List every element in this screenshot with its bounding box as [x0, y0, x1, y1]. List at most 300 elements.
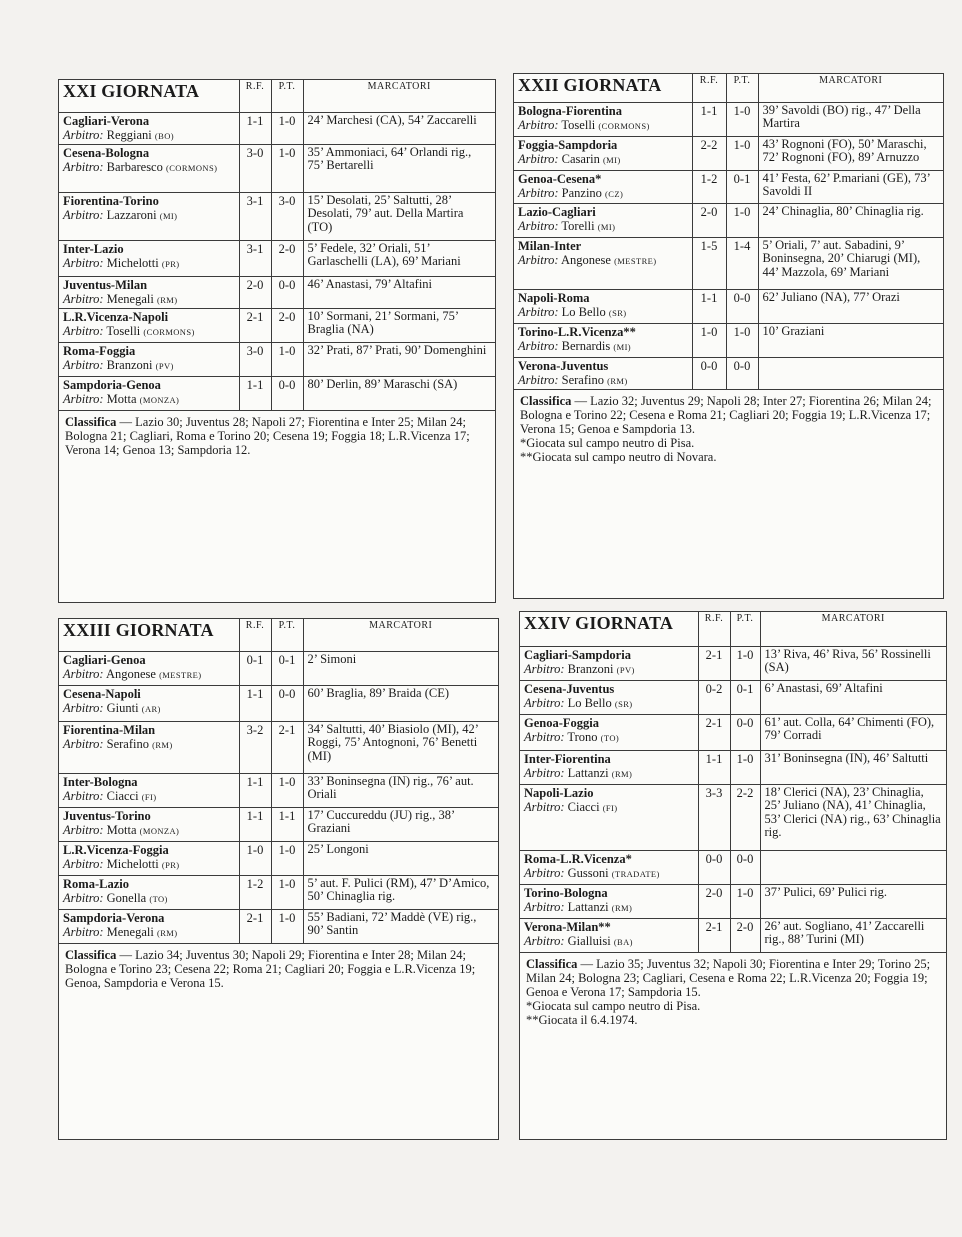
final-score: 3-1: [239, 240, 271, 276]
referee-name: Lo Bello: [561, 304, 606, 319]
match-row: [59, 376, 495, 410]
final-score: 1-1: [239, 112, 271, 144]
referee-label: Arbitro:: [63, 391, 104, 406]
scorers: 39’ Savoldi (BO) rig., 47’ Della Martira: [758, 102, 943, 136]
match-row: [520, 918, 946, 952]
referee-line: [63, 392, 235, 407]
standings-text: Lazio 30; Juventus 28; Napoli 27; Fiorentina e Inter 25; Milan 24; Bologna 21; Cagliari, Roma e Torino 20; Cesena 19; Foggia 18; L.R.Vicenza 17; Verona 14; Genoa 13; Sampdoria 12.: [65, 414, 470, 457]
referee-line: [518, 253, 688, 268]
referee-line: [518, 339, 688, 354]
referee-line: [63, 160, 235, 175]
match-cell: [514, 323, 692, 357]
half-time-score: 2-0: [271, 308, 303, 342]
referee-name: Bernardis: [561, 338, 611, 353]
referee-line: [524, 766, 694, 781]
final-score: 1-0: [239, 841, 271, 875]
match-teams: Fiorentina-Torino: [63, 193, 159, 208]
half-time-score: 1-1: [271, 807, 303, 841]
referee-label: Arbitro:: [63, 357, 104, 372]
giornata-title: XXII GIORNATA: [514, 74, 692, 102]
referee-name: Casarin: [561, 151, 600, 166]
half-time-score: 2-0: [730, 918, 760, 952]
match-cell: [59, 342, 239, 376]
match-teams: Cagliari-Genoa: [63, 652, 146, 667]
scorers: 2’ Simoni: [303, 651, 498, 685]
pt-header: P.T.: [271, 80, 303, 112]
referee-city: (MI): [597, 221, 616, 232]
match-cell: [514, 203, 692, 237]
final-score: 2-0: [239, 276, 271, 308]
final-score: 2-1: [239, 308, 271, 342]
final-score: 2-2: [692, 136, 726, 170]
half-time-score: 1-0: [730, 884, 760, 918]
referee-label: Arbitro:: [524, 933, 565, 948]
final-score: 0-0: [698, 850, 730, 884]
referee-name: Menegali: [106, 291, 154, 306]
scorers: 13’ Riva, 46’ Riva, 56’ Rossinelli (SA): [760, 646, 946, 680]
referee-city: (TO): [149, 893, 168, 904]
standings-label: Classifica: [520, 393, 572, 408]
final-score: 1-1: [239, 685, 271, 721]
half-time-score: 1-0: [271, 342, 303, 376]
half-time-score: 1-4: [726, 237, 758, 289]
scorers: 46’ Anastasi, 79’ Altafini: [303, 276, 495, 308]
match-teams: Roma-Foggia: [63, 343, 136, 358]
half-time-score: 1-0: [271, 144, 303, 192]
scorers: 34’ Saltutti, 40’ Biasiolo (MI), 42’ Roggi, 75’ Antognoni, 76’ Benetti (MI): [303, 721, 498, 773]
referee-line: [524, 900, 694, 915]
giornata-xxii-panel: [513, 73, 944, 599]
referee-line: [63, 737, 235, 752]
match-teams: Cagliari-Sampdoria: [524, 647, 631, 662]
match-cell: [59, 376, 239, 410]
match-cell: [59, 276, 239, 308]
match-cell: [514, 170, 692, 203]
final-score: 3-0: [239, 342, 271, 376]
referee-line: [63, 128, 235, 143]
referee-label: Arbitro:: [63, 788, 104, 803]
standings: Classifica — Lazio 35; Juventus 32; Napoli 30; Fiorentina e Inter 29; Torino 25; Milan 24; Bologna 23; Cagliari, Cesena e Roma 22; L.R.Vicenza 20; Foggia 19; Genoa e Verona 17; Sampdoria 15. *Giocata sul campo neutro di Pisa. **Giocata il 6.4.1974.: [520, 953, 946, 1031]
match-cell: [520, 714, 698, 750]
match-teams: Cagliari-Verona: [63, 113, 150, 128]
match-cell: [59, 144, 239, 192]
scorers: 25’ Longoni: [303, 841, 498, 875]
final-score: 1-1: [692, 102, 726, 136]
match-cell: [520, 680, 698, 714]
half-time-score: 1-0: [271, 909, 303, 943]
scorers: 6’ Anastasi, 69’ Altafini: [760, 680, 946, 714]
referee-label: Arbitro:: [518, 218, 559, 233]
referee-name: Trono: [567, 729, 598, 744]
scorers: 5’ aut. F. Pulici (RM), 47’ D’Amico, 50’ Chinaglia rig.: [303, 875, 498, 909]
match-row: [59, 721, 498, 773]
referee-line: [524, 934, 694, 949]
match-teams: Roma-Lazio: [63, 876, 129, 891]
referee-name: Ciacci: [106, 788, 139, 803]
standings: Classifica — Lazio 34; Juventus 30; Napoli 29; Fiorentina e Inter 28; Milan 24; Bologna e Torino 23; Cesena 22; Roma 21; Cagliari 20; Foggia e L.R.Vicenza 19; Genoa, Sampdoria e Verona 15.: [65, 947, 476, 990]
standings: Classifica — Lazio 30; Juventus 28; Napoli 27; Fiorentina e Inter 25; Milan 24; Bologna 21; Cagliari, Roma e Torino 20; Cesena 19; Foggia 18; L.R.Vicenza 17; Verona 14; Genoa 13; Sampdoria 12.: [65, 414, 470, 457]
standings-label: Classifica: [65, 414, 117, 429]
scorers: 5’ Oriali, 7’ aut. Sabadini, 9’ Boninsegna, 20’ Chiarugi (MI), 44’ Mazzola, 69’ Mariani: [758, 237, 943, 289]
pt-header: P.T.: [730, 612, 760, 646]
final-score: 0-1: [239, 651, 271, 685]
referee-line: [518, 305, 688, 320]
match-cell: [59, 685, 239, 721]
match-teams: L.R.Vicenza-Napoli: [63, 309, 169, 324]
match-teams: Genoa-Foggia: [524, 715, 599, 730]
match-cell: [514, 136, 692, 170]
scorers: [760, 850, 946, 884]
half-time-score: 1-0: [730, 646, 760, 680]
referee-city: (FI): [602, 802, 618, 813]
half-time-score: 0-1: [730, 680, 760, 714]
referee-city: (MI): [159, 210, 178, 221]
rf-header: R.F.: [698, 612, 730, 646]
referee-name: Barbaresco: [106, 159, 163, 174]
match-teams: Bologna-Fiorentina: [518, 103, 622, 118]
referee-line: [63, 789, 235, 804]
match-row: [514, 237, 943, 289]
results-table: [59, 619, 498, 944]
match-cell: [514, 102, 692, 136]
footnote: **Giocata sul campo neutro di Novara.: [520, 449, 717, 464]
referee-name: Motta: [106, 822, 137, 837]
half-time-score: 0-0: [730, 850, 760, 884]
referee-city: (PV): [616, 664, 635, 675]
match-teams: Inter-Bologna: [63, 774, 138, 789]
referee-name: Angonese: [560, 252, 611, 267]
match-teams: Verona-Juventus: [518, 358, 609, 373]
referee-label: Arbitro:: [524, 729, 565, 744]
referee-label: Arbitro:: [63, 700, 104, 715]
footnote: *Giocata sul campo neutro di Pisa.: [520, 435, 695, 450]
referee-name: Gonella: [106, 890, 147, 905]
final-score: 1-1: [239, 376, 271, 410]
referee-city: (PR): [161, 258, 180, 269]
referee-city: (MESTRE): [614, 255, 657, 266]
scorers: 37’ Pulici, 69’ Pulici rig.: [760, 884, 946, 918]
match-cell: [59, 909, 239, 943]
match-row: [520, 750, 946, 784]
half-time-score: 1-0: [271, 773, 303, 807]
match-teams: L.R.Vicenza-Foggia: [63, 842, 169, 857]
referee-line: [518, 219, 688, 234]
referee-name: Torelli: [561, 218, 595, 233]
referee-name: Branzoni: [567, 661, 614, 676]
match-teams: Torino-Bologna: [524, 885, 608, 900]
referee-city: (CORMONS): [166, 162, 218, 173]
final-score: 3-0: [239, 144, 271, 192]
match-row: [514, 170, 943, 203]
referee-label: Arbitro:: [524, 695, 565, 710]
scorers: 26’ aut. Sogliano, 41’ Zaccarelli rig., 88’ Turini (MI): [760, 918, 946, 952]
referee-line: [518, 118, 688, 133]
pt-header: P.T.: [726, 74, 758, 102]
match-cell: [59, 308, 239, 342]
standings-text: Lazio 32; Juventus 29; Napoli 28; Inter 27; Fiorentina 26; Milan 24; Bologna e Torino 22; Cesena e Roma 21; Cagliari 20; Foggia 19; L.R.Vicenza 17; Verona 15; Genoa e Sampdoria 13.: [520, 393, 932, 436]
final-score: 2-1: [698, 714, 730, 750]
referee-label: Arbitro:: [518, 338, 559, 353]
final-score: 1-1: [239, 807, 271, 841]
referee-label: Arbitro:: [524, 799, 565, 814]
half-time-score: 3-0: [271, 192, 303, 240]
referee-city: (RM): [607, 375, 628, 386]
referee-label: Arbitro:: [518, 185, 559, 200]
match-teams: Juventus-Torino: [63, 808, 151, 823]
match-cell: [520, 884, 698, 918]
match-row: [59, 192, 495, 240]
final-score: 2-1: [698, 918, 730, 952]
match-row: [514, 203, 943, 237]
match-cell: [59, 721, 239, 773]
referee-city: (BO): [154, 130, 174, 141]
referee-label: Arbitro:: [63, 924, 104, 939]
referee-city: (TO): [600, 732, 620, 743]
referee-line: [63, 256, 235, 271]
final-score: 2-1: [698, 646, 730, 680]
half-time-score: 0-0: [271, 685, 303, 721]
results-table: [59, 80, 495, 411]
scorers: 41’ Festa, 62’ P.mariani (GE), 73’ Savoldi II: [758, 170, 943, 203]
match-teams: Napoli-Lazio: [524, 785, 594, 800]
scorers: 43’ Rognoni (FO), 50’ Maraschi, 72’ Rognoni (FO), 89’ Arnuzzo: [758, 136, 943, 170]
match-cell: [520, 918, 698, 952]
match-row: [59, 240, 495, 276]
referee-name: Toselli: [561, 117, 596, 132]
standings-label: Classifica: [65, 947, 117, 962]
final-score: 1-2: [692, 170, 726, 203]
match-row: [520, 850, 946, 884]
scorers: 61’ aut. Colla, 64’ Chimenti (FO), 79’ Corradi: [760, 714, 946, 750]
marcatori-header: MARCATORI: [760, 612, 946, 646]
scorers: 17’ Cuccureddu (JU) rig., 38’ Graziani: [303, 807, 498, 841]
referee-city: (FI): [141, 791, 157, 802]
referee-city: (MI): [602, 154, 621, 165]
referee-city: (MONZA): [139, 394, 180, 405]
match-row: [520, 680, 946, 714]
referee-label: Arbitro:: [63, 856, 104, 871]
scorers: [758, 357, 943, 389]
referee-label: Arbitro:: [518, 252, 559, 267]
match-row: [514, 289, 943, 323]
match-cell: [520, 646, 698, 680]
match-row: [59, 773, 498, 807]
match-teams: Fiorentina-Milan: [63, 722, 156, 737]
match-row: [514, 323, 943, 357]
referee-label: Arbitro:: [63, 736, 104, 751]
referee-city: (MONZA): [139, 825, 180, 836]
match-cell: [59, 807, 239, 841]
referee-line: [524, 730, 694, 745]
half-time-score: 0-0: [271, 376, 303, 410]
scorers: 5’ Fedele, 32’ Oriali, 51’ Garlaschelli (LA), 69’ Mariani: [303, 240, 495, 276]
half-time-score: 1-0: [271, 875, 303, 909]
half-time-score: 2-0: [271, 240, 303, 276]
match-teams: Inter-Fiorentina: [524, 751, 611, 766]
referee-name: Lo Bello: [567, 695, 612, 710]
referee-name: Gussoni: [567, 865, 609, 880]
referee-label: Arbitro:: [518, 372, 559, 387]
half-time-score: 0-0: [271, 276, 303, 308]
marcatori-header: MARCATORI: [303, 619, 498, 651]
final-score: 1-2: [239, 875, 271, 909]
final-score: 2-0: [692, 203, 726, 237]
referee-line: [63, 823, 235, 838]
match-row: [59, 651, 498, 685]
half-time-score: 0-1: [271, 651, 303, 685]
scorers: 80’ Derlin, 89’ Maraschi (SA): [303, 376, 495, 410]
referee-city: (BA): [613, 936, 633, 947]
final-score: 1-0: [692, 323, 726, 357]
match-cell: [59, 651, 239, 685]
referee-city: (MESTRE): [159, 669, 202, 680]
final-score: 3-2: [239, 721, 271, 773]
referee-city: (CORMONS): [143, 326, 195, 337]
referee-line: [518, 152, 688, 167]
referee-line: [63, 891, 235, 906]
referee-city: (PR): [161, 859, 180, 870]
referee-label: Arbitro:: [63, 159, 104, 174]
half-time-score: 1-0: [726, 102, 758, 136]
giornata-title: XXI GIORNATA: [59, 80, 239, 112]
referee-name: Reggiani: [106, 127, 152, 142]
referee-line: [524, 800, 694, 815]
referee-name: Lattanzi: [567, 899, 609, 914]
final-score: 3-3: [698, 784, 730, 850]
match-row: [520, 884, 946, 918]
match-cell: [520, 850, 698, 884]
scorers: 60’ Braglia, 89’ Braida (CE): [303, 685, 498, 721]
referee-label: Arbitro:: [63, 207, 104, 222]
final-score: 1-1: [239, 773, 271, 807]
referee-name: Gialluisi: [567, 933, 611, 948]
standings-label: Classifica: [526, 956, 578, 971]
referee-city: (AR): [141, 703, 161, 714]
match-row: [59, 807, 498, 841]
match-row: [59, 342, 495, 376]
referee-name: Ciacci: [567, 799, 600, 814]
match-cell: [514, 237, 692, 289]
referee-label: Arbitro:: [63, 291, 104, 306]
half-time-score: 0-0: [726, 357, 758, 389]
giornata-xxiii-panel: [58, 618, 499, 1140]
referee-name: Toselli: [106, 323, 141, 338]
referee-label: Arbitro:: [63, 127, 104, 142]
match-teams: Cesena-Bologna: [63, 145, 150, 160]
referee-label: Arbitro:: [63, 323, 104, 338]
referee-line: [524, 866, 694, 881]
match-row: [520, 646, 946, 680]
match-teams: Cesena-Napoli: [63, 686, 141, 701]
referee-line: [63, 292, 235, 307]
referee-city: (TRADATE): [611, 868, 660, 879]
referee-city: (RM): [156, 927, 178, 938]
footnote: *Giocata sul campo neutro di Pisa.: [526, 998, 701, 1013]
referee-line: [524, 662, 694, 677]
referee-name: Michelotti: [106, 856, 159, 871]
half-time-score: 2-1: [271, 721, 303, 773]
final-score: 3-1: [239, 192, 271, 240]
results-table: [520, 612, 946, 953]
referee-name: Motta: [106, 391, 137, 406]
match-teams: Verona-Milan**: [524, 919, 611, 934]
scorers: 18’ Clerici (NA), 23’ Chinaglia, 25’ Juliano (NA), 41’ Chinaglia, 53’ Clerici (NA) rig., 63’ Chinaglia rig.: [760, 784, 946, 850]
referee-line: [63, 667, 235, 682]
match-row: [520, 784, 946, 850]
half-time-score: 0-0: [730, 714, 760, 750]
marcatori-header: MARCATORI: [758, 74, 943, 102]
half-time-score: 2-2: [730, 784, 760, 850]
referee-city: (MI): [613, 341, 632, 352]
referee-line: [524, 696, 694, 711]
scorers: 32’ Prati, 87’ Prati, 90’ Domenghini: [303, 342, 495, 376]
footnote: **Giocata il 6.4.1974.: [526, 1012, 638, 1027]
referee-label: Arbitro:: [524, 899, 565, 914]
match-teams: Roma-L.R.Vicenza*: [524, 851, 632, 866]
match-teams: Juventus-Milan: [63, 277, 148, 292]
referee-label: Arbitro:: [63, 255, 104, 270]
referee-line: [63, 358, 235, 373]
half-time-score: 1-0: [726, 323, 758, 357]
referee-line: [63, 701, 235, 716]
referee-label: Arbitro:: [63, 890, 104, 905]
referee-label: Arbitro:: [524, 661, 565, 676]
match-row: [59, 841, 498, 875]
referee-label: Arbitro:: [524, 865, 565, 880]
match-row: [514, 357, 943, 389]
match-teams: Genoa-Cesena*: [518, 171, 602, 186]
half-time-score: 0-0: [726, 289, 758, 323]
marcatori-header: MARCATORI: [303, 80, 495, 112]
final-score: 0-0: [692, 357, 726, 389]
match-row: [520, 714, 946, 750]
giornata-title: XXIV GIORNATA: [520, 612, 698, 646]
match-teams: Torino-L.R.Vicenza**: [518, 324, 636, 339]
final-score: 0-2: [698, 680, 730, 714]
referee-city: (CZ): [605, 188, 624, 199]
half-time-score: 1-0: [730, 750, 760, 784]
standings-text: Lazio 34; Juventus 30; Napoli 29; Fiorentina e Inter 28; Milan 24; Bologna e Torino 23; Cesena 22; Roma 21; Cagliari 20; Foggia e L.R.Vicenza 19; Genoa, Sampdoria e Verona 15.: [65, 947, 476, 990]
referee-name: Lattanzi: [567, 765, 609, 780]
match-cell: [59, 841, 239, 875]
referee-line: [518, 373, 688, 388]
final-score: 2-1: [239, 909, 271, 943]
pt-header: P.T.: [271, 619, 303, 651]
referee-city: (PV): [155, 360, 174, 371]
giornata-title: XXIII GIORNATA: [59, 619, 239, 651]
match-row: [59, 276, 495, 308]
referee-name: Serafino: [106, 736, 149, 751]
referee-label: Arbitro:: [63, 822, 104, 837]
referee-line: [63, 324, 235, 339]
match-cell: [514, 289, 692, 323]
scorers: 31’ Boninsegna (IN), 46’ Saltutti: [760, 750, 946, 784]
referee-city: (RM): [611, 768, 633, 779]
scorers: 35’ Ammoniaci, 64’ Orlandi rig., 75’ Bertarelli: [303, 144, 495, 192]
final-score: 1-5: [692, 237, 726, 289]
match-teams: Cesena-Juventus: [524, 681, 615, 696]
standings: Classifica — Lazio 32; Juventus 29; Napoli 28; Inter 27; Fiorentina 26; Milan 24; Bologna e Torino 22; Cesena e Roma 21; Cagliari 20; Foggia 19; L.R.Vicenza 17; Verona 15; Genoa e Sampdoria 13. *Giocata sul campo neutro di Pisa. **Giocata sul campo neutro di Novara.: [514, 390, 943, 468]
final-score: 1-1: [698, 750, 730, 784]
referee-label: Arbitro:: [524, 765, 565, 780]
referee-city: (CORMONS): [598, 120, 650, 131]
rf-header: R.F.: [239, 80, 271, 112]
scorers: 24’ Chinaglia, 80’ Chinaglia rig.: [758, 203, 943, 237]
referee-city: (SR): [614, 698, 633, 709]
referee-label: Arbitro:: [518, 117, 559, 132]
scorers: 55’ Badiani, 72’ Maddè (VE) rig., 90’ Santin: [303, 909, 498, 943]
match-row: [59, 685, 498, 721]
